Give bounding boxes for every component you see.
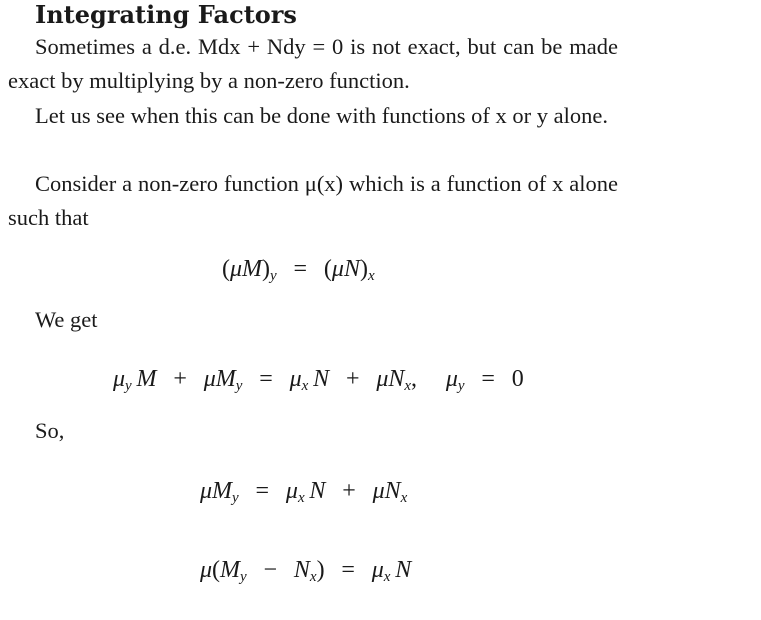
equation-simplified: $\mu M_y$ = $\mu_x$ N + $\mu N_x$ (200, 478, 408, 506)
paragraph-consider-mu: Consider a non-zero function μ(x) which is a function of x alone such that (8, 171, 618, 230)
equation-factored: $\mu(M_y$ − $N_x$) = $\mu_x$ N (200, 557, 412, 585)
equation-expanded: $\mu_y$ M + $\mu M_y$ = $\mu_x$ N + $\mu N_x$, $\mu_y$ = 0 (113, 366, 524, 394)
label-so: So, (35, 418, 65, 443)
label-we-get: We get (35, 307, 98, 332)
paragraph-single-variable: Let us see when this can be done with functions of x or y alone. (35, 103, 608, 128)
equation-condition: $(\mu M)_y$ = $(\mu N)_x$ (222, 256, 375, 284)
paragraph-exactness-intro: Sometimes a d.e. Mdx + Ndy = 0 is not exact, but can be made exact by multiplying by a non-zero function. (8, 34, 618, 93)
section-heading: Integrating Factors (35, 0, 297, 29)
